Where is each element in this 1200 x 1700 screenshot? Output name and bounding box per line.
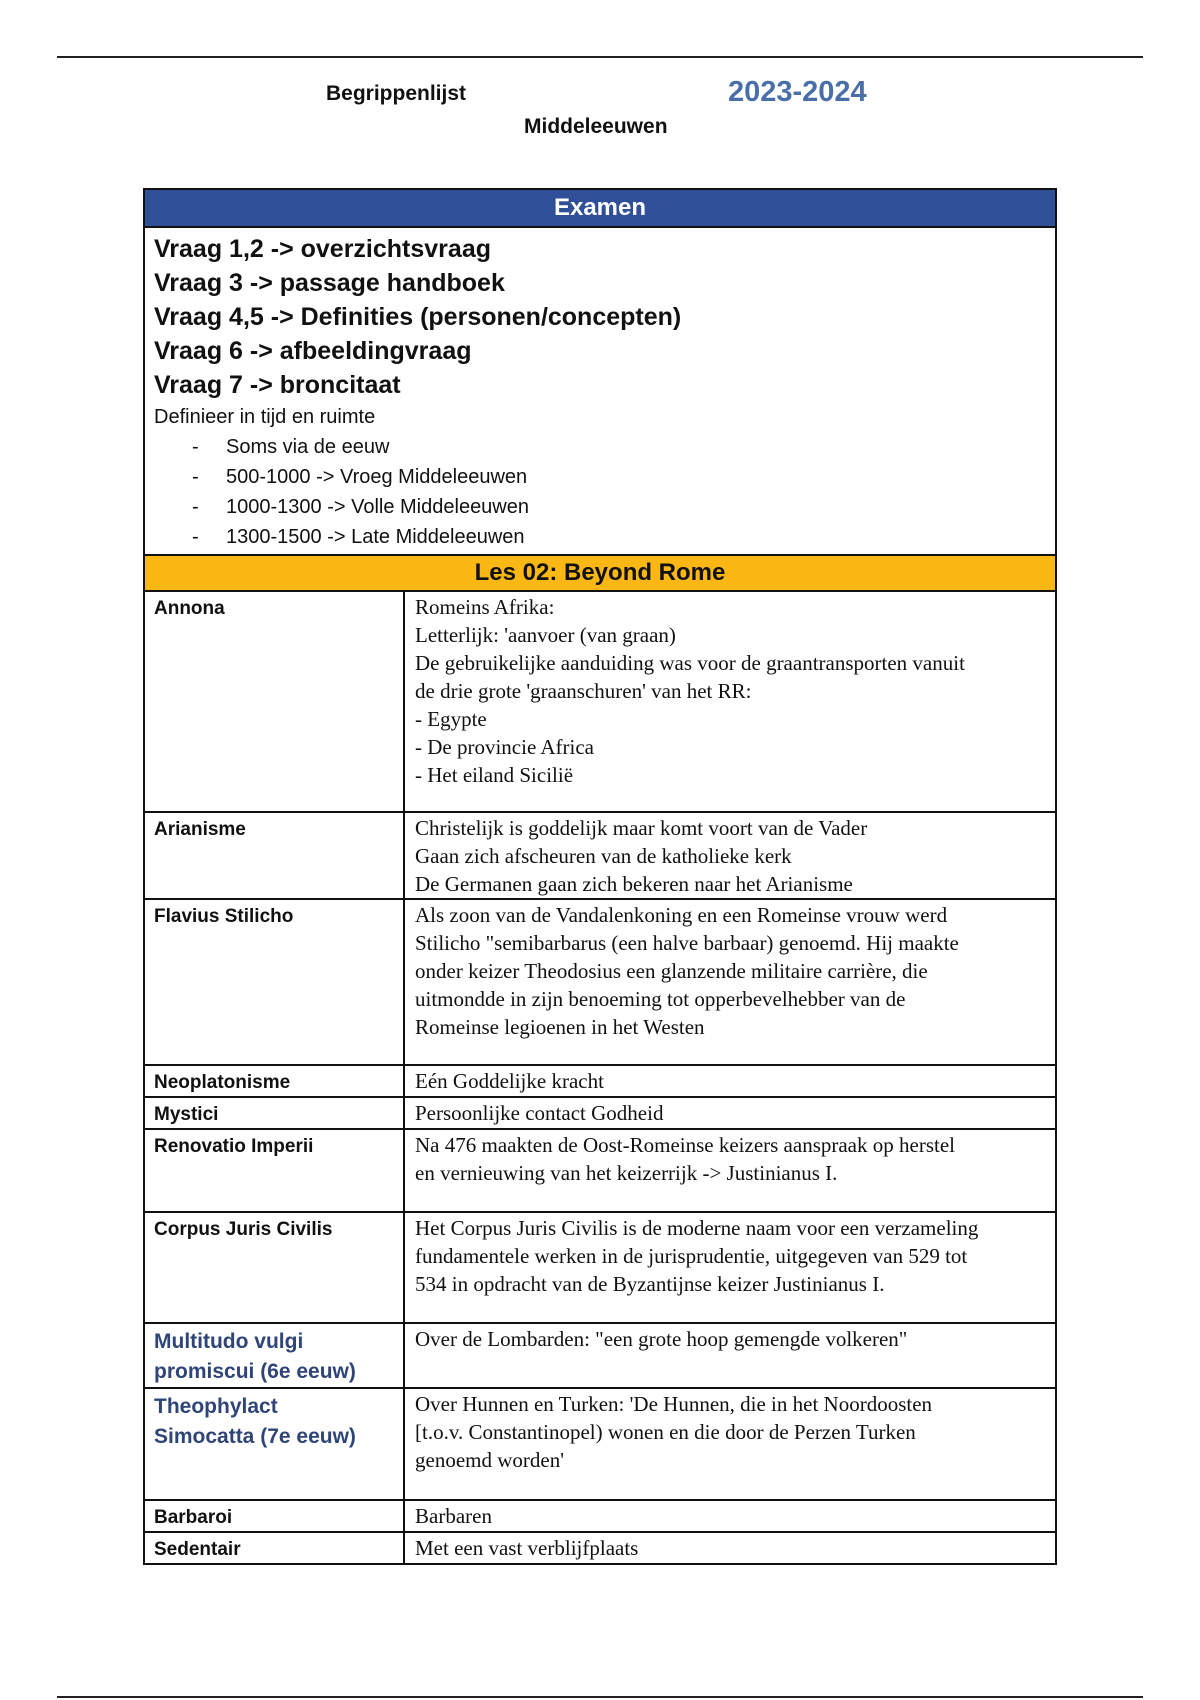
term-cell xyxy=(145,1065,404,1097)
definition-cell xyxy=(404,812,1055,899)
definition-cell xyxy=(404,1129,1055,1212)
term-table xyxy=(143,188,1057,1565)
bullet-dash: - xyxy=(192,526,199,548)
definition-line: Barbaren xyxy=(415,1504,492,1528)
definition-line: Met een vast verblijfplaats xyxy=(415,1536,639,1560)
exam-header: Examen xyxy=(145,190,1055,228)
definition-cell xyxy=(404,592,1055,812)
list-item-text: 1300-1500 -> Late Middeleeuwen xyxy=(226,526,525,548)
list-item-text: 500-1000 -> Vroeg Middeleeuwen xyxy=(226,466,528,488)
term-cell xyxy=(145,1388,404,1500)
term-label: Multitudo vulgi xyxy=(154,1330,304,1353)
terms-table xyxy=(145,592,1055,1563)
period-list xyxy=(154,432,1046,552)
definition-line: Na 476 maakten de Oost-Romeinse keizers aanspraak op herstel xyxy=(415,1133,955,1157)
table-row xyxy=(145,1097,1055,1129)
exam-question: Vraag 1,2 -> overzichtsvraag xyxy=(154,235,491,263)
definition-line: - De provincie Africa xyxy=(415,735,595,759)
definition-line: Over de Lombarden: "een grote hoop gemengde volkeren" xyxy=(415,1327,908,1351)
table-row xyxy=(145,1323,1055,1388)
definition-line: Eén Goddelijke kracht xyxy=(415,1069,604,1093)
definition-line: 534 in opdracht van de Byzantijnse keizer Justinianus I. xyxy=(415,1272,885,1296)
term-label: promiscui (6e eeuw) xyxy=(154,1360,356,1383)
definition-line: - Egypte xyxy=(415,707,487,731)
definition-cell xyxy=(404,1097,1055,1129)
definition-line: Christelijk is goddelijk maar komt voort van de Vader xyxy=(415,816,868,840)
table-row xyxy=(145,592,1055,812)
term-cell xyxy=(145,812,404,899)
list-item-text: 1000-1300 -> Volle Middeleeuwen xyxy=(226,496,529,518)
definition-line: Het Corpus Juris Civilis is de moderne naam voor een verzameling xyxy=(415,1216,979,1240)
definition-line: - Het eiland Sicilië xyxy=(415,763,574,787)
exam-question: Vraag 4,5 -> Definities (personen/concepten) xyxy=(154,303,682,331)
term-label: Sedentair xyxy=(154,1539,241,1560)
term-label: Corpus Juris Civilis xyxy=(154,1219,333,1240)
school-year: 2023-2024 xyxy=(728,76,867,108)
list-item xyxy=(154,522,1046,552)
term-cell xyxy=(145,1212,404,1323)
definition-line: Gaan zich afscheuren van de katholieke kerk xyxy=(415,844,792,868)
table-row xyxy=(145,1129,1055,1212)
definition-cell xyxy=(404,899,1055,1065)
bottom-rule xyxy=(57,1696,1143,1698)
exam-info xyxy=(145,228,1055,556)
exam-question: Vraag 3 -> passage handboek xyxy=(154,269,505,297)
term-label: Renovatio Imperii xyxy=(154,1136,314,1157)
table-row xyxy=(145,1212,1055,1323)
definition-line: Letterlijk: 'aanvoer (van graan) xyxy=(415,623,676,647)
definition-cell xyxy=(404,1065,1055,1097)
bullet-dash: - xyxy=(192,496,199,518)
definition-line: onder keizer Theodosius een glanzende militaire carrière, die xyxy=(415,959,928,983)
term-cell xyxy=(145,1097,404,1129)
definition-cell xyxy=(404,1532,1055,1563)
definition-line: uitmondde in zijn benoeming tot opperbevelhebber van de xyxy=(415,987,906,1011)
definition-line: genoemd worden' xyxy=(415,1448,564,1472)
term-label: Annona xyxy=(154,598,225,619)
lesson-header: Les 02: Beyond Rome xyxy=(145,556,1055,592)
table-row xyxy=(145,1500,1055,1532)
term-cell xyxy=(145,899,404,1065)
definition-line: Als zoon van de Vandalenkoning en een Romeinse vrouw werd xyxy=(415,903,948,927)
course-title: Middeleeuwen xyxy=(524,115,668,138)
define-label: Definieer in tijd en ruimte xyxy=(154,406,376,428)
term-cell xyxy=(145,592,404,812)
table-row xyxy=(145,899,1055,1065)
definition-line: Romeins Afrika: xyxy=(415,595,555,619)
list-item-text: Soms via de eeuw xyxy=(226,436,390,458)
definition-line: en vernieuwing van het keizerrijk -> Justinianus I. xyxy=(415,1161,838,1185)
table-row xyxy=(145,1388,1055,1500)
table-row xyxy=(145,1532,1055,1563)
doc-label: Begrippenlijst xyxy=(326,82,467,105)
bullet-dash: - xyxy=(192,436,199,458)
term-label: Theophylact xyxy=(154,1395,278,1418)
definition-line: fundamentele werken in de jurisprudentie, uitgegeven van 529 tot xyxy=(415,1244,968,1268)
table-row xyxy=(145,812,1055,899)
term-label: Arianisme xyxy=(154,819,246,840)
list-item xyxy=(154,462,1046,492)
list-item xyxy=(154,492,1046,522)
definition-line: Over Hunnen en Turken: 'De Hunnen, die in het Noordoosten xyxy=(415,1392,933,1416)
definition-cell xyxy=(404,1500,1055,1532)
term-label: Simocatta (7e eeuw) xyxy=(154,1425,356,1448)
definition-line: De Germanen gaan zich bekeren naar het Arianisme xyxy=(415,872,853,896)
list-item xyxy=(154,432,1046,462)
term-cell xyxy=(145,1323,404,1388)
definition-cell xyxy=(404,1323,1055,1388)
definition-line: Stilicho "semibarbarus (een halve barbaar) genoemd. Hij maakte xyxy=(415,931,959,955)
term-label: Flavius Stilicho xyxy=(154,906,294,927)
definition-line: Persoonlijke contact Godheid xyxy=(415,1101,664,1125)
bullet-dash: - xyxy=(192,466,199,488)
definition-cell xyxy=(404,1212,1055,1323)
definition-line: [t.o.v. Constantinopel) wonen en die door de Perzen Turken xyxy=(415,1420,916,1444)
exam-question: Vraag 7 -> broncitaat xyxy=(154,371,401,399)
term-cell xyxy=(145,1532,404,1563)
definition-line: Romeinse legioenen in het Westen xyxy=(415,1015,705,1039)
definition-line: de drie grote 'graanschuren' van het RR: xyxy=(415,679,752,703)
table-row xyxy=(145,1065,1055,1097)
term-cell xyxy=(145,1129,404,1212)
definition-cell xyxy=(404,1388,1055,1500)
term-label: Mystici xyxy=(154,1104,219,1125)
top-rule xyxy=(57,56,1143,58)
definition-line: De gebruikelijke aanduiding was voor de graantransporten vanuit xyxy=(415,651,965,675)
term-label: Barbaroi xyxy=(154,1507,233,1528)
exam-question: Vraag 6 -> afbeeldingvraag xyxy=(154,337,472,365)
term-label: Neoplatonisme xyxy=(154,1072,291,1093)
term-cell xyxy=(145,1500,404,1532)
